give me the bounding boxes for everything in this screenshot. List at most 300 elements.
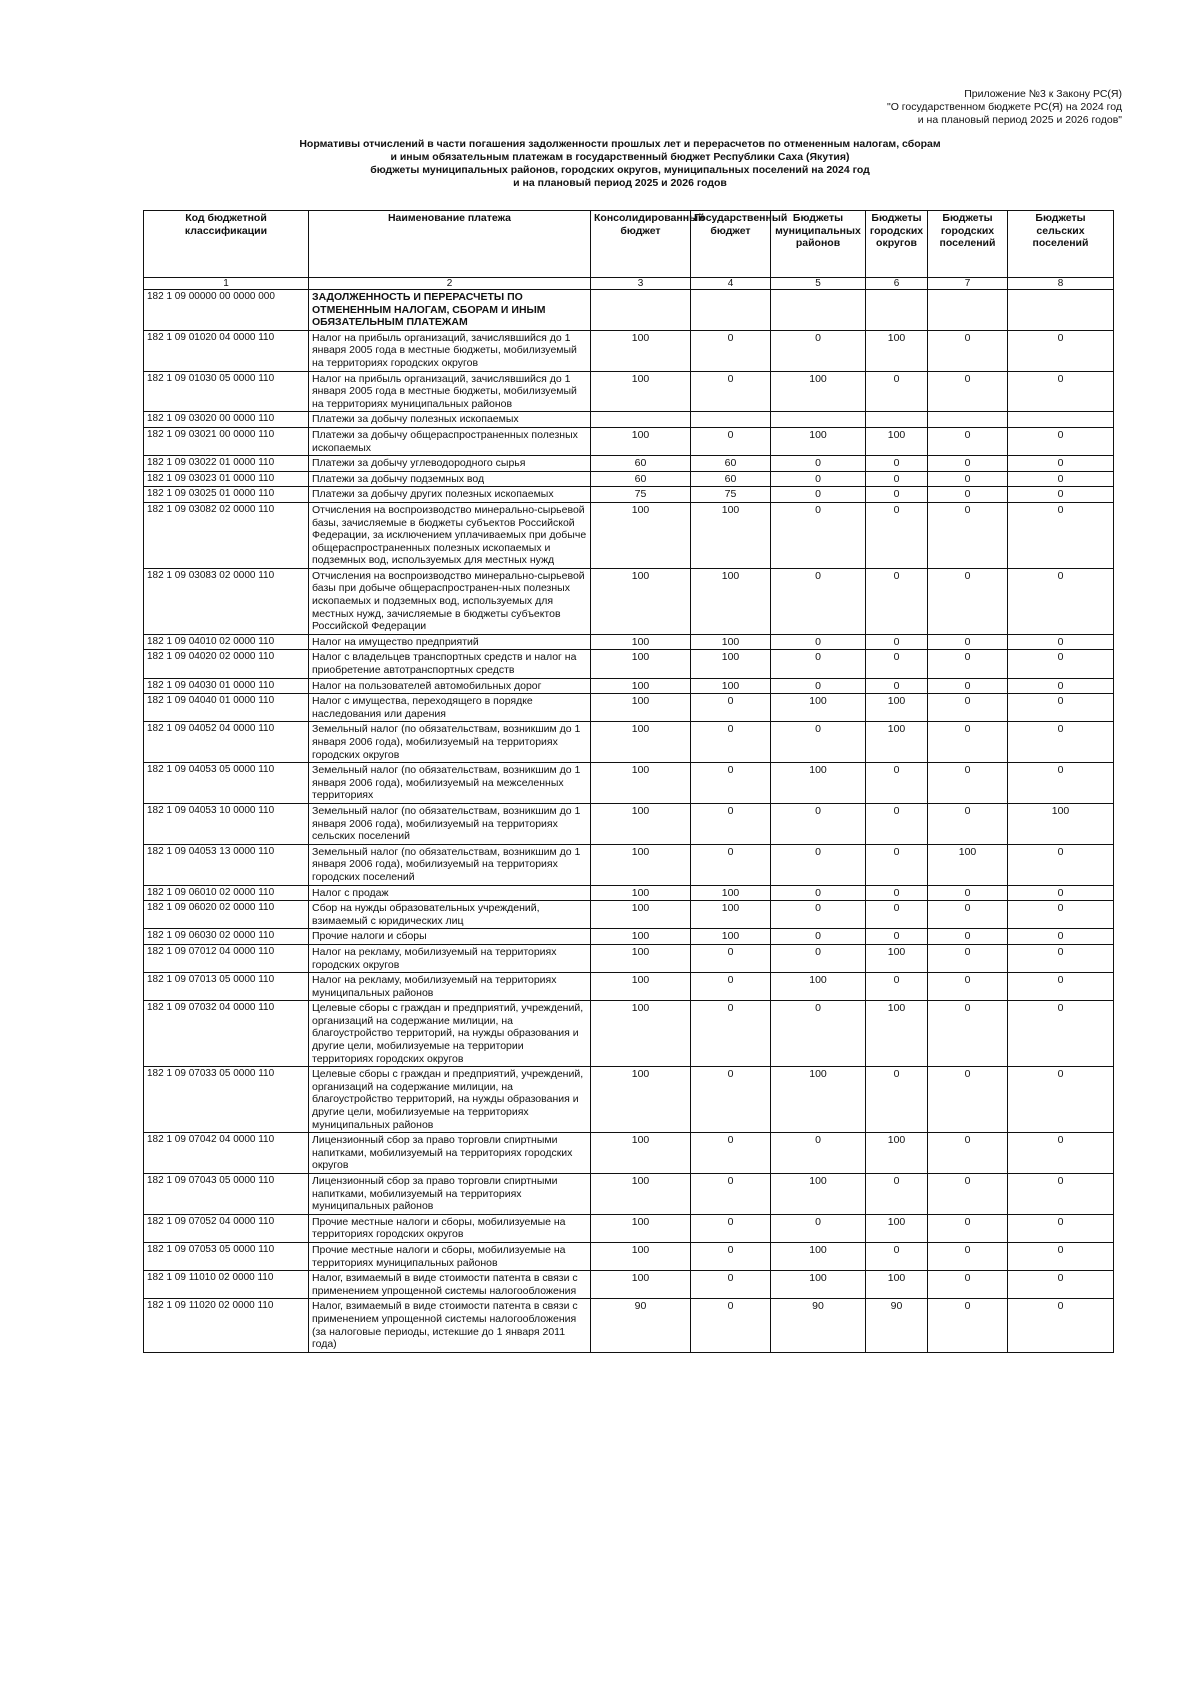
norm-value-cell: 0 xyxy=(1008,1067,1114,1133)
norm-value-cell: 75 xyxy=(591,487,691,503)
payment-name-cell: Налог на рекламу, мобилизуемый на территориях городских округов xyxy=(309,944,591,972)
payment-name-cell: Налог с владельцев транспортных средств и налог на приобретение автотранспортных средств xyxy=(309,650,591,678)
norm-value-cell: 0 xyxy=(866,471,928,487)
norm-value-cell: 100 xyxy=(591,1001,691,1067)
norm-value-cell: 0 xyxy=(771,568,866,634)
payment-name-cell: Лицензионный сбор за право торговли спиртными напитками, мобилизуемый на территориях муниципальных районов xyxy=(309,1174,591,1215)
norm-value-cell: 0 xyxy=(928,568,1008,634)
payment-name-cell: Налог с имущества, переходящего в порядке наследования или дарения xyxy=(309,694,591,722)
norm-value-cell: 0 xyxy=(771,1133,866,1174)
norm-value-cell: 0 xyxy=(1008,1242,1114,1270)
budget-code-cell: 182 1 09 11020 02 0000 110 xyxy=(144,1299,309,1352)
budget-code-cell: 182 1 09 03021 00 0000 110 xyxy=(144,427,309,455)
budget-code-cell: 182 1 09 07033 05 0000 110 xyxy=(144,1067,309,1133)
payment-name-cell: Целевые сборы с граждан и предприятий, учреждений, организаций на содержание милиции, на благоустройство территорий, на нужды образования и другие цели, мобилизуемые на территории территориях городских округов xyxy=(309,1001,591,1067)
header-name: Наименование платежа xyxy=(309,211,591,278)
appendix-line-2: "О государственном бюджете РС(Я) на 2024 год xyxy=(886,101,1122,113)
norm-value-cell: 0 xyxy=(771,456,866,472)
norm-value-cell xyxy=(771,412,866,428)
norm-value-cell: 0 xyxy=(866,803,928,844)
table-row xyxy=(144,1242,1114,1270)
norm-value-cell: 0 xyxy=(691,694,771,722)
payment-name-cell: ЗАДОЛЖЕННОСТЬ И ПЕРЕРАСЧЕТЫ ПО ОТМЕНЕННЫМ НАЛОГАМ, СБОРАМ И ИНЫМ ОБЯЗАТЕЛЬНЫМ ПЛАТЕЖАМ xyxy=(309,290,591,331)
table-row xyxy=(144,1299,1114,1352)
norm-value-cell: 0 xyxy=(928,1299,1008,1352)
budget-code-cell: 182 1 09 11010 02 0000 110 xyxy=(144,1271,309,1299)
norm-value-cell: 0 xyxy=(1008,1001,1114,1067)
norm-value-cell: 0 xyxy=(691,1133,771,1174)
norm-value-cell: 100 xyxy=(591,722,691,763)
norm-value-cell: 0 xyxy=(928,1001,1008,1067)
header-code: Код бюджетной классификации xyxy=(144,211,309,278)
norm-value-cell: 0 xyxy=(928,1133,1008,1174)
norm-value-cell: 100 xyxy=(771,1242,866,1270)
budget-code-cell: 182 1 09 04020 02 0000 110 xyxy=(144,650,309,678)
norm-value-cell: 0 xyxy=(928,471,1008,487)
table-row xyxy=(144,502,1114,568)
norm-value-cell: 0 xyxy=(1008,427,1114,455)
budget-code-cell: 182 1 09 07053 05 0000 110 xyxy=(144,1242,309,1270)
payment-name-cell: Налог, взимаемый в виде стоимости патента в связи с применением упрощенной системы налогообложения (за налоговые периоды, истекшие до 1 января 2011 года) xyxy=(309,1299,591,1352)
norm-value-cell: 0 xyxy=(691,803,771,844)
header-row xyxy=(144,211,1114,278)
budget-code-cell: 182 1 09 06010 02 0000 110 xyxy=(144,885,309,901)
norm-value-cell: 0 xyxy=(1008,634,1114,650)
norm-value-cell: 100 xyxy=(691,929,771,945)
norm-value-cell: 100 xyxy=(1008,803,1114,844)
norm-value-cell xyxy=(691,412,771,428)
norm-value-cell: 90 xyxy=(771,1299,866,1352)
budget-code-cell: 182 1 09 01030 05 0000 110 xyxy=(144,371,309,412)
norm-value-cell: 0 xyxy=(1008,678,1114,694)
norm-value-cell: 0 xyxy=(928,678,1008,694)
payment-name-cell: Налог, взимаемый в виде стоимости патента в связи с применением упрощенной системы налогообложения xyxy=(309,1271,591,1299)
norm-value-cell xyxy=(591,412,691,428)
norm-value-cell: 0 xyxy=(691,1067,771,1133)
norm-value-cell: 0 xyxy=(1008,1271,1114,1299)
header-urban-districts: Бюджеты городских округов xyxy=(866,211,928,278)
norm-value-cell: 60 xyxy=(591,471,691,487)
norm-value-cell: 90 xyxy=(866,1299,928,1352)
norm-value-cell: 0 xyxy=(1008,901,1114,929)
column-number: 2 xyxy=(309,278,591,290)
norm-value-cell: 0 xyxy=(1008,694,1114,722)
payment-name-cell: Налог на прибыль организаций, зачислявшийся до 1 января 2005 года в местные бюджеты, мобилизуемый на территориях городских округов xyxy=(309,330,591,371)
norm-value-cell: 0 xyxy=(771,944,866,972)
norm-value-cell: 100 xyxy=(771,763,866,804)
norm-value-cell: 100 xyxy=(591,568,691,634)
norm-value-cell: 100 xyxy=(691,568,771,634)
norm-value-cell: 0 xyxy=(928,1214,1008,1242)
budget-code-cell: 182 1 09 07012 04 0000 110 xyxy=(144,944,309,972)
table-row xyxy=(144,803,1114,844)
budget-code-cell: 182 1 09 06030 02 0000 110 xyxy=(144,929,309,945)
norm-value-cell: 100 xyxy=(591,650,691,678)
appendix-line-3: и на плановый период 2025 и 2026 годов" xyxy=(917,114,1122,126)
budget-code-cell: 182 1 09 04053 13 0000 110 xyxy=(144,844,309,885)
budget-code-cell: 182 1 09 06020 02 0000 110 xyxy=(144,901,309,929)
payment-name-cell: Земельный налог (по обязательствам, возникшим до 1 января 2006 года), мобилизуемый на территориях городских поселений xyxy=(309,844,591,885)
norm-value-cell: 0 xyxy=(771,650,866,678)
norm-value-cell: 100 xyxy=(591,1133,691,1174)
norm-value-cell: 0 xyxy=(928,502,1008,568)
budget-code-cell: 182 1 09 07032 04 0000 110 xyxy=(144,1001,309,1067)
budget-code-cell: 182 1 09 03020 00 0000 110 xyxy=(144,412,309,428)
payment-name-cell: Прочие местные налоги и сборы, мобилизуемые на территориях городских округов xyxy=(309,1214,591,1242)
norm-value-cell: 100 xyxy=(866,944,928,972)
norm-value-cell: 100 xyxy=(691,885,771,901)
norm-value-cell: 100 xyxy=(866,1133,928,1174)
norm-value-cell xyxy=(928,290,1008,331)
norm-value-cell: 0 xyxy=(866,1067,928,1133)
norm-value-cell: 100 xyxy=(866,330,928,371)
budget-code-cell: 182 1 09 04053 05 0000 110 xyxy=(144,763,309,804)
budget-code-cell: 182 1 09 03022 01 0000 110 xyxy=(144,456,309,472)
table-row xyxy=(144,1133,1114,1174)
budget-code-cell: 182 1 09 04030 01 0000 110 xyxy=(144,678,309,694)
norm-value-cell: 100 xyxy=(591,803,691,844)
payment-name-cell: Платежи за добычу других полезных ископаемых xyxy=(309,487,591,503)
norm-value-cell: 100 xyxy=(591,1271,691,1299)
budget-code-cell: 182 1 09 07042 04 0000 110 xyxy=(144,1133,309,1174)
budget-code-cell: 182 1 09 04053 10 0000 110 xyxy=(144,803,309,844)
norm-value-cell: 0 xyxy=(691,1214,771,1242)
norm-value-cell: 100 xyxy=(591,427,691,455)
norm-value-cell: 0 xyxy=(771,1214,866,1242)
norm-value-cell: 0 xyxy=(771,901,866,929)
norm-value-cell: 100 xyxy=(591,502,691,568)
budget-code-cell: 182 1 09 07043 05 0000 110 xyxy=(144,1174,309,1215)
norm-value-cell: 0 xyxy=(771,502,866,568)
column-number: 3 xyxy=(591,278,691,290)
norm-value-cell: 100 xyxy=(866,1001,928,1067)
table-row xyxy=(144,694,1114,722)
payment-name-cell: Платежи за добычу общераспространенных полезных ископаемых xyxy=(309,427,591,455)
norm-value-cell: 100 xyxy=(591,944,691,972)
norm-value-cell: 0 xyxy=(1008,371,1114,412)
budget-code-cell: 182 1 09 07013 05 0000 110 xyxy=(144,973,309,1001)
budget-code-cell: 182 1 09 07052 04 0000 110 xyxy=(144,1214,309,1242)
payment-name-cell: Сбор на нужды образовательных учреждений, взимаемый с юридических лиц xyxy=(309,901,591,929)
table-row xyxy=(144,371,1114,412)
table-row xyxy=(144,568,1114,634)
deductions-table xyxy=(143,210,1114,1353)
norm-value-cell: 0 xyxy=(928,973,1008,1001)
payment-name-cell: Земельный налог (по обязательствам, возникшим до 1 января 2006 года), мобилизуемый на территориях городских округов xyxy=(309,722,591,763)
norm-value-cell: 0 xyxy=(928,1271,1008,1299)
title-line-1: Нормативы отчислений в части погашения задолженности прошлых лет и перерасчетов по отмененным налогам, сборам xyxy=(299,138,941,150)
norm-value-cell: 0 xyxy=(771,929,866,945)
norm-value-cell: 0 xyxy=(1008,1214,1114,1242)
norm-value-cell: 0 xyxy=(1008,844,1114,885)
norm-value-cell: 0 xyxy=(866,929,928,945)
header-municipal-districts: Бюджеты муниципальных районов xyxy=(771,211,866,278)
norm-value-cell xyxy=(771,290,866,331)
table-row xyxy=(144,471,1114,487)
norm-value-cell: 100 xyxy=(591,330,691,371)
norm-value-cell: 0 xyxy=(691,1271,771,1299)
norm-value-cell: 0 xyxy=(928,634,1008,650)
norm-value-cell xyxy=(1008,290,1114,331)
norm-value-cell: 0 xyxy=(691,1174,771,1215)
norm-value-cell: 100 xyxy=(591,1067,691,1133)
norm-value-cell: 0 xyxy=(691,1299,771,1352)
document-title xyxy=(240,138,1000,190)
norm-value-cell xyxy=(928,412,1008,428)
norm-value-cell: 100 xyxy=(591,678,691,694)
table-row xyxy=(144,456,1114,472)
table-row xyxy=(144,487,1114,503)
table-row xyxy=(144,1001,1114,1067)
norm-value-cell: 100 xyxy=(591,634,691,650)
norm-value-cell: 0 xyxy=(928,1174,1008,1215)
payment-name-cell: Прочие налоги и сборы xyxy=(309,929,591,945)
budget-code-cell: 182 1 09 03025 01 0000 110 xyxy=(144,487,309,503)
norm-value-cell: 100 xyxy=(591,901,691,929)
table-row xyxy=(144,944,1114,972)
table-row xyxy=(144,678,1114,694)
norm-value-cell: 0 xyxy=(928,1242,1008,1270)
norm-value-cell: 0 xyxy=(928,427,1008,455)
table-row xyxy=(144,412,1114,428)
payment-name-cell: Платежи за добычу подземных вод xyxy=(309,471,591,487)
column-number-row xyxy=(144,278,1114,290)
norm-value-cell: 0 xyxy=(691,763,771,804)
norm-value-cell: 0 xyxy=(928,694,1008,722)
norm-value-cell: 100 xyxy=(771,1174,866,1215)
norm-value-cell: 0 xyxy=(928,456,1008,472)
payment-name-cell: Налог на прибыль организаций, зачислявшийся до 1 января 2005 года в местные бюджеты, мобилизуемый на территориях муниципальных районов xyxy=(309,371,591,412)
table-row xyxy=(144,1174,1114,1215)
norm-value-cell: 100 xyxy=(591,763,691,804)
payment-name-cell: Земельный налог (по обязательствам, возникшим до 1 января 2006 года), мобилизуемый на территориях сельских поселений xyxy=(309,803,591,844)
norm-value-cell: 0 xyxy=(866,901,928,929)
norm-value-cell: 100 xyxy=(591,929,691,945)
norm-value-cell: 0 xyxy=(771,634,866,650)
norm-value-cell: 0 xyxy=(866,885,928,901)
norm-value-cell: 100 xyxy=(591,694,691,722)
budget-code-cell: 182 1 09 00000 00 0000 000 xyxy=(144,290,309,331)
norm-value-cell: 0 xyxy=(928,371,1008,412)
column-number: 4 xyxy=(691,278,771,290)
norm-value-cell: 100 xyxy=(691,502,771,568)
norm-value-cell: 100 xyxy=(866,722,928,763)
column-number: 6 xyxy=(866,278,928,290)
norm-value-cell: 60 xyxy=(691,456,771,472)
payment-name-cell: Отчисления на воспроизводство минерально-сырьевой базы, зачисляемые в бюджеты субъектов Российской Федерации, за исключением уплачиваемых при добыче общераспространенных полезных ископаемых и подземных вод, используемых для местных нужд xyxy=(309,502,591,568)
norm-value-cell: 0 xyxy=(866,763,928,804)
norm-value-cell: 100 xyxy=(591,1214,691,1242)
title-line-3: бюджеты муниципальных районов, городских округов, муниципальных поселений на 2024 год xyxy=(370,164,870,176)
norm-value-cell: 0 xyxy=(691,330,771,371)
norm-value-cell: 100 xyxy=(691,901,771,929)
norm-value-cell: 0 xyxy=(866,502,928,568)
table-row xyxy=(144,885,1114,901)
norm-value-cell: 0 xyxy=(1008,944,1114,972)
norm-value-cell: 0 xyxy=(928,944,1008,972)
title-line-4: и на плановый период 2025 и 2026 годов xyxy=(513,177,727,189)
norm-value-cell: 100 xyxy=(691,650,771,678)
norm-value-cell: 60 xyxy=(691,471,771,487)
norm-value-cell: 100 xyxy=(591,885,691,901)
payment-name-cell: Налог с продаж xyxy=(309,885,591,901)
norm-value-cell: 100 xyxy=(591,1242,691,1270)
norm-value-cell: 0 xyxy=(771,803,866,844)
payment-name-cell: Целевые сборы с граждан и предприятий, учреждений, организаций на содержание милиции, на благоустройство территорий, на нужды образования и другие цели, мобилизуемые на территориях муниципальных районов xyxy=(309,1067,591,1133)
norm-value-cell: 0 xyxy=(691,1242,771,1270)
header-state: Государственный бюджет xyxy=(691,211,771,278)
norm-value-cell: 0 xyxy=(1008,1133,1114,1174)
norm-value-cell: 0 xyxy=(771,678,866,694)
payment-name-cell: Прочие местные налоги и сборы, мобилизуемые на территориях муниципальных районов xyxy=(309,1242,591,1270)
norm-value-cell: 100 xyxy=(771,427,866,455)
norm-value-cell: 0 xyxy=(866,844,928,885)
norm-value-cell: 0 xyxy=(1008,929,1114,945)
norm-value-cell: 100 xyxy=(866,427,928,455)
payment-name-cell: Налог на имущество предприятий xyxy=(309,634,591,650)
table-row xyxy=(144,330,1114,371)
budget-code-cell: 182 1 09 03023 01 0000 110 xyxy=(144,471,309,487)
payment-name-cell: Налог на рекламу, мобилизуемый на территориях муниципальных районов xyxy=(309,973,591,1001)
norm-value-cell xyxy=(691,290,771,331)
column-number: 1 xyxy=(144,278,309,290)
header-consolidated: Консолидированный бюджет xyxy=(591,211,691,278)
norm-value-cell: 100 xyxy=(771,694,866,722)
norm-value-cell: 0 xyxy=(928,803,1008,844)
table-row xyxy=(144,763,1114,804)
norm-value-cell xyxy=(591,290,691,331)
budget-code-cell: 182 1 09 04052 04 0000 110 xyxy=(144,722,309,763)
norm-value-cell xyxy=(866,290,928,331)
payment-name-cell: Платежи за добычу углеводородного сырья xyxy=(309,456,591,472)
norm-value-cell: 0 xyxy=(1008,722,1114,763)
norm-value-cell: 100 xyxy=(771,973,866,1001)
norm-value-cell: 0 xyxy=(771,885,866,901)
budget-code-cell: 182 1 09 04040 01 0000 110 xyxy=(144,694,309,722)
norm-value-cell: 0 xyxy=(691,427,771,455)
norm-value-cell: 0 xyxy=(1008,487,1114,503)
norm-value-cell: 0 xyxy=(1008,568,1114,634)
norm-value-cell: 0 xyxy=(866,678,928,694)
norm-value-cell: 60 xyxy=(591,456,691,472)
norm-value-cell: 100 xyxy=(591,844,691,885)
norm-value-cell: 100 xyxy=(591,1174,691,1215)
norm-value-cell: 0 xyxy=(866,371,928,412)
norm-value-cell: 0 xyxy=(1008,763,1114,804)
norm-value-cell: 0 xyxy=(928,901,1008,929)
norm-value-cell: 0 xyxy=(771,487,866,503)
norm-value-cell: 0 xyxy=(928,885,1008,901)
norm-value-cell: 0 xyxy=(1008,502,1114,568)
norm-value-cell: 100 xyxy=(866,1214,928,1242)
appendix-line-1: Приложение №3 к Закону РС(Я) xyxy=(964,88,1122,100)
norm-value-cell: 0 xyxy=(866,1174,928,1215)
table-row xyxy=(144,973,1114,1001)
table-row xyxy=(144,901,1114,929)
norm-value-cell: 0 xyxy=(691,944,771,972)
norm-value-cell: 0 xyxy=(1008,471,1114,487)
payment-name-cell: Налог на пользователей автомобильных дорог xyxy=(309,678,591,694)
payment-name-cell: Платежи за добычу полезных ископаемых xyxy=(309,412,591,428)
budget-code-cell: 182 1 09 01020 04 0000 110 xyxy=(144,330,309,371)
table-row xyxy=(144,634,1114,650)
norm-value-cell: 100 xyxy=(771,371,866,412)
column-number: 5 xyxy=(771,278,866,290)
norm-value-cell: 0 xyxy=(1008,650,1114,678)
budget-code-cell: 182 1 09 03083 02 0000 110 xyxy=(144,568,309,634)
column-number: 8 xyxy=(1008,278,1114,290)
table-row xyxy=(144,427,1114,455)
norm-value-cell: 100 xyxy=(771,1271,866,1299)
norm-value-cell: 0 xyxy=(928,763,1008,804)
norm-value-cell: 0 xyxy=(928,1067,1008,1133)
norm-value-cell: 0 xyxy=(771,471,866,487)
norm-value-cell: 0 xyxy=(771,330,866,371)
norm-value-cell: 0 xyxy=(928,929,1008,945)
table-row xyxy=(144,844,1114,885)
title-line-2: и иным обязательным платежам в государственный бюджет Республики Саха (Якутия) xyxy=(390,151,850,163)
header-urban-settlements: Бюджеты городских поселений xyxy=(928,211,1008,278)
norm-value-cell: 0 xyxy=(866,568,928,634)
table-row xyxy=(144,650,1114,678)
norm-value-cell: 0 xyxy=(691,371,771,412)
norm-value-cell: 0 xyxy=(771,1001,866,1067)
norm-value-cell xyxy=(866,412,928,428)
norm-value-cell: 100 xyxy=(771,1067,866,1133)
norm-value-cell: 0 xyxy=(1008,330,1114,371)
table-row xyxy=(144,1067,1114,1133)
table-row xyxy=(144,1214,1114,1242)
norm-value-cell: 100 xyxy=(866,1271,928,1299)
table-row xyxy=(144,929,1114,945)
norm-value-cell: 0 xyxy=(691,973,771,1001)
payment-name-cell: Земельный налог (по обязательствам, возникшим до 1 января 2006 года), мобилизуемый на межселенных территориях xyxy=(309,763,591,804)
norm-value-cell: 0 xyxy=(866,487,928,503)
norm-value-cell: 0 xyxy=(866,634,928,650)
norm-value-cell: 0 xyxy=(1008,973,1114,1001)
header-rural-settlements: Бюджеты сельских поселений xyxy=(1008,211,1114,278)
norm-value-cell: 100 xyxy=(866,694,928,722)
appendix-note xyxy=(702,88,1122,127)
table-row xyxy=(144,1271,1114,1299)
norm-value-cell: 0 xyxy=(866,1242,928,1270)
norm-value-cell: 0 xyxy=(1008,1174,1114,1215)
norm-value-cell: 90 xyxy=(591,1299,691,1352)
norm-value-cell: 0 xyxy=(691,844,771,885)
norm-value-cell: 0 xyxy=(866,973,928,1001)
norm-value-cell: 100 xyxy=(591,973,691,1001)
norm-value-cell: 0 xyxy=(866,650,928,678)
norm-value-cell: 75 xyxy=(691,487,771,503)
norm-value-cell: 0 xyxy=(1008,456,1114,472)
norm-value-cell: 100 xyxy=(591,371,691,412)
table-row xyxy=(144,722,1114,763)
norm-value-cell: 0 xyxy=(928,722,1008,763)
norm-value-cell: 100 xyxy=(691,634,771,650)
norm-value-cell: 100 xyxy=(691,678,771,694)
budget-code-cell: 182 1 09 04010 02 0000 110 xyxy=(144,634,309,650)
norm-value-cell: 0 xyxy=(866,456,928,472)
norm-value-cell: 0 xyxy=(928,650,1008,678)
norm-value-cell: 0 xyxy=(771,722,866,763)
norm-value-cell: 0 xyxy=(691,722,771,763)
norm-value-cell: 100 xyxy=(928,844,1008,885)
norm-value-cell: 0 xyxy=(928,487,1008,503)
norm-value-cell: 0 xyxy=(928,330,1008,371)
norm-value-cell: 0 xyxy=(1008,885,1114,901)
table-row xyxy=(144,290,1114,331)
norm-value-cell: 0 xyxy=(771,844,866,885)
